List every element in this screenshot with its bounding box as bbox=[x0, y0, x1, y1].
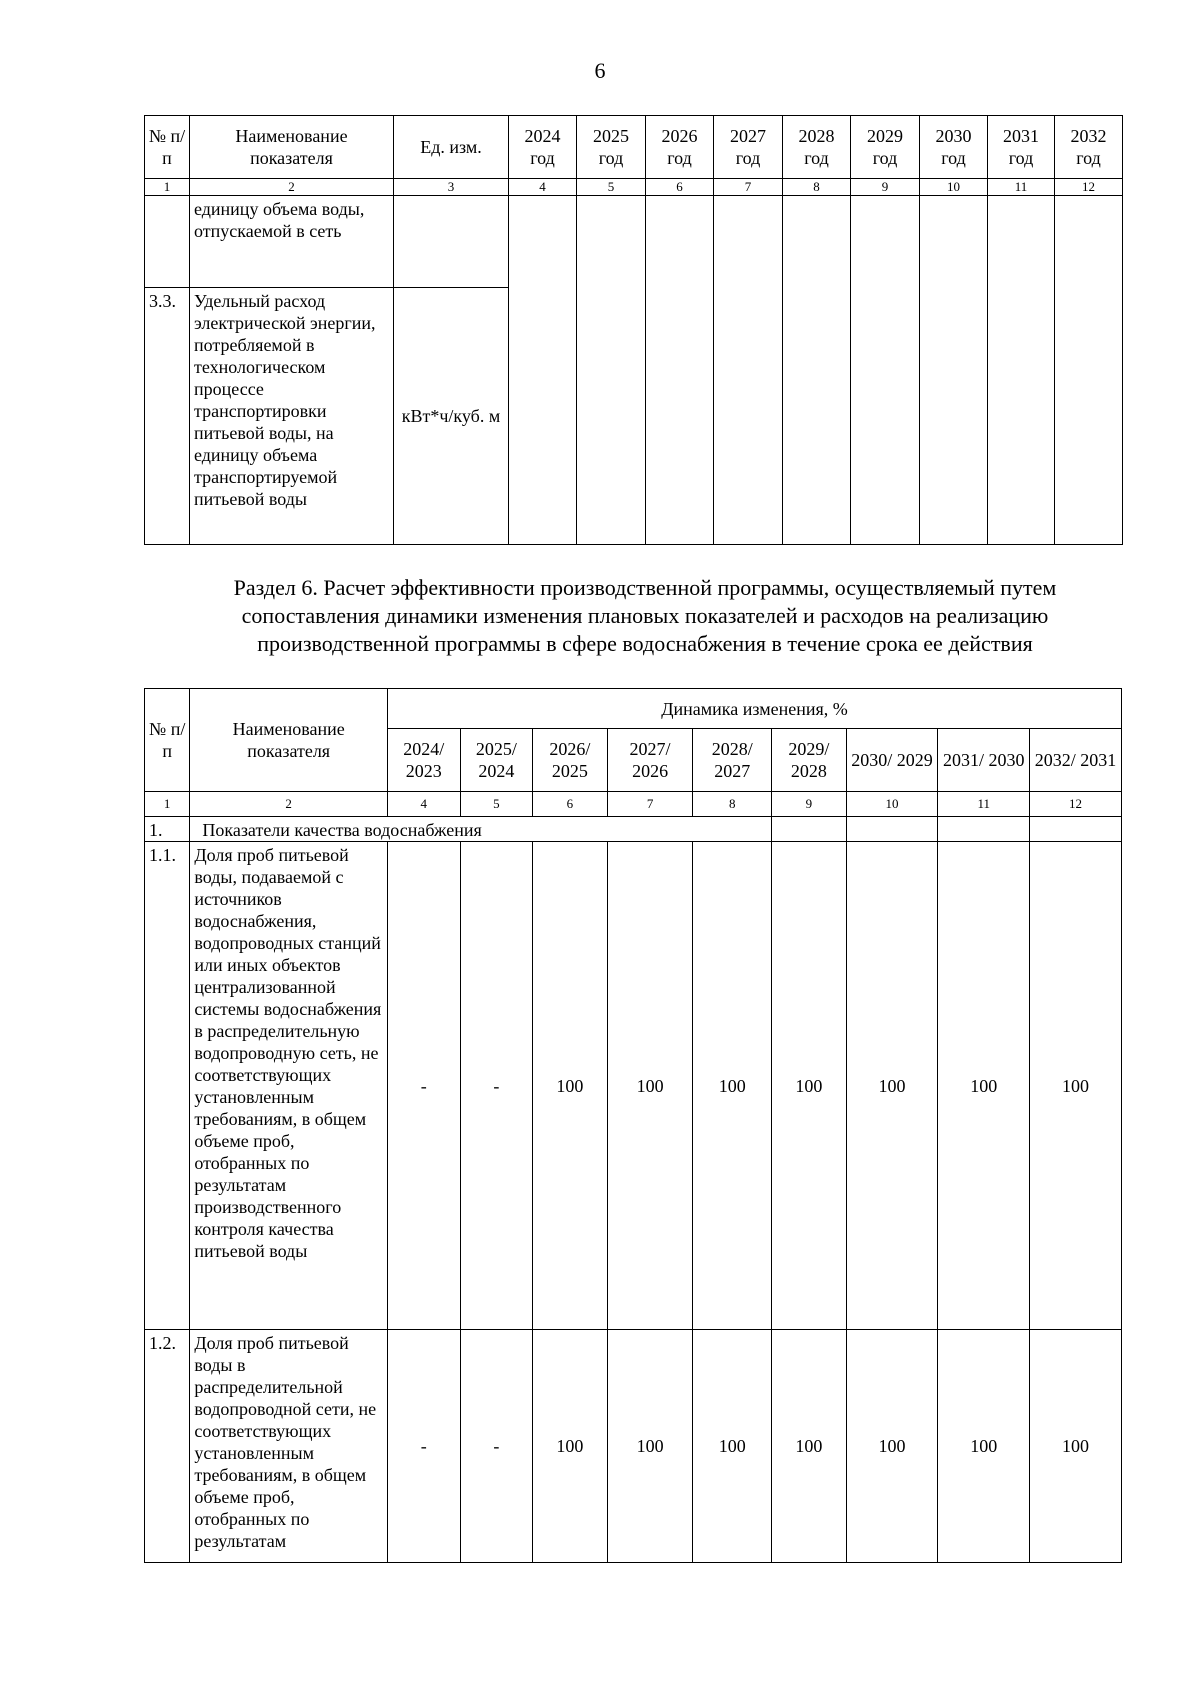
column-number: 9 bbox=[851, 179, 920, 196]
value-cell bbox=[646, 196, 714, 545]
value-cell: - bbox=[460, 842, 533, 1330]
value-cell: 100 bbox=[938, 1330, 1030, 1563]
column-number: 7 bbox=[607, 792, 693, 817]
value-cell: 100 bbox=[846, 1330, 938, 1563]
header-unit: Ед. изм. bbox=[394, 116, 509, 179]
value-cell: 100 bbox=[693, 842, 772, 1330]
header-num: № п/п bbox=[145, 116, 190, 179]
header-year: 2031 год bbox=[988, 116, 1055, 179]
row-unit: кВт*ч/куб. м bbox=[394, 288, 509, 545]
value-cell: 100 bbox=[1030, 842, 1122, 1330]
value-cell bbox=[846, 817, 938, 842]
group-row bbox=[145, 817, 1122, 842]
column-number: 10 bbox=[920, 179, 988, 196]
header-name: Наименование показателя bbox=[190, 116, 394, 179]
value-cell bbox=[783, 196, 851, 545]
column-number: 3 bbox=[394, 179, 509, 196]
column-number: 8 bbox=[693, 792, 772, 817]
value-cell: 100 bbox=[693, 1330, 772, 1563]
header-year: 2032 год bbox=[1055, 116, 1123, 179]
column-number: 11 bbox=[988, 179, 1055, 196]
row-num: 1.1. bbox=[145, 842, 190, 1330]
column-number: 6 bbox=[533, 792, 608, 817]
header-period: 2026/ 2025 bbox=[533, 729, 608, 792]
header-period: 2029/ 2028 bbox=[772, 729, 847, 792]
value-cell: 100 bbox=[607, 1330, 693, 1563]
row-name: Удельный расход электрической энергии, потребляемой в технологическом процессе транспортировки питьевой воды, на единицу объема транспортируемой питьевой воды bbox=[190, 288, 394, 545]
table-row bbox=[145, 196, 1123, 288]
header-year: 2024 год bbox=[509, 116, 577, 179]
group-num: 1. bbox=[145, 817, 190, 842]
value-cell: - bbox=[460, 1330, 533, 1563]
header-year: 2027 год bbox=[714, 116, 783, 179]
table-row bbox=[145, 1330, 1122, 1563]
column-number: 12 bbox=[1030, 792, 1122, 817]
value-cell: 100 bbox=[772, 1330, 847, 1563]
column-number: 9 bbox=[772, 792, 847, 817]
row-unit bbox=[394, 196, 509, 288]
value-cell bbox=[920, 196, 988, 545]
column-number: 2 bbox=[190, 792, 388, 817]
column-number: 1 bbox=[145, 792, 190, 817]
value-cell bbox=[851, 196, 920, 545]
group-name: Показатели качества водоснабжения bbox=[190, 817, 772, 842]
page-number: 6 bbox=[594, 58, 606, 83]
column-number: 10 bbox=[846, 792, 938, 817]
indicators-table bbox=[144, 115, 1123, 545]
value-cell: 100 bbox=[938, 842, 1030, 1330]
value-cell: 100 bbox=[533, 1330, 608, 1563]
value-cell: - bbox=[387, 1330, 460, 1563]
row-num: 3.3. bbox=[145, 288, 190, 545]
column-number: 4 bbox=[387, 792, 460, 817]
header-period: 2025/ 2024 bbox=[460, 729, 533, 792]
column-number: 4 bbox=[509, 179, 577, 196]
column-number: 2 bbox=[190, 179, 394, 196]
header-period: 2027/ 2026 bbox=[607, 729, 693, 792]
header-year: 2026 год bbox=[646, 116, 714, 179]
header-name: Наименование показателя bbox=[190, 689, 388, 792]
value-cell bbox=[714, 196, 783, 545]
value-cell bbox=[509, 196, 577, 545]
row-name: Доля проб питьевой воды в распределительной водопроводной сети, не соответствующих установленным требованиям, в общем объеме проб, отобранных по результатам bbox=[190, 1330, 388, 1563]
header-period: 2028/ 2027 bbox=[693, 729, 772, 792]
column-number: 11 bbox=[938, 792, 1030, 817]
value-cell: 100 bbox=[533, 842, 608, 1330]
header-period: 2032/ 2031 bbox=[1030, 729, 1122, 792]
header-num: № п/п bbox=[145, 689, 190, 792]
value-cell bbox=[988, 196, 1055, 545]
table-row bbox=[145, 842, 1122, 1330]
header-year: 2028 год bbox=[783, 116, 851, 179]
value-cell: 100 bbox=[772, 842, 847, 1330]
value-cell bbox=[938, 817, 1030, 842]
row-name: единицу объема воды, отпускаемой в сеть bbox=[190, 196, 394, 288]
table-header-row bbox=[145, 689, 1122, 729]
column-number: 6 bbox=[646, 179, 714, 196]
header-year: 2030 год bbox=[920, 116, 988, 179]
header-period: 2031/ 2030 bbox=[938, 729, 1030, 792]
row-num bbox=[145, 196, 190, 288]
value-cell: - bbox=[387, 842, 460, 1330]
value-cell: 100 bbox=[1030, 1330, 1122, 1563]
value-cell bbox=[577, 196, 646, 545]
row-num: 1.2. bbox=[145, 1330, 190, 1563]
value-cell: 100 bbox=[846, 842, 938, 1330]
column-number: 12 bbox=[1055, 179, 1123, 196]
value-cell bbox=[772, 817, 847, 842]
table-header-row bbox=[145, 116, 1123, 179]
column-numbers-row bbox=[145, 792, 1122, 817]
row-name: Доля проб питьевой воды, подаваемой с источников водоснабжения, водопроводных станций или иных объектов централизованной системы водоснабжения в распределительную водопроводную сеть, не соответствующих установленным требованиям, в общем объеме проб, отобранных по результатам производственного контроля качества питьевой воды bbox=[190, 842, 388, 1330]
header-period: 2030/ 2029 bbox=[846, 729, 938, 792]
column-number: 5 bbox=[577, 179, 646, 196]
column-number: 1 bbox=[145, 179, 190, 196]
header-year: 2029 год bbox=[851, 116, 920, 179]
column-numbers-row bbox=[145, 179, 1123, 196]
dynamics-table bbox=[144, 688, 1122, 1563]
section-title: Раздел 6. Расчет эффективности производственной программы, осуществляемый путем сопоставления динамики изменения плановых показателей и расходов на реализацию производственной программы в сфере водоснабжения в течение срока ее действия bbox=[233, 575, 1057, 656]
header-year: 2025 год bbox=[577, 116, 646, 179]
header-period: 2024/ 2023 bbox=[387, 729, 460, 792]
column-number: 8 bbox=[783, 179, 851, 196]
column-number: 5 bbox=[460, 792, 533, 817]
value-cell bbox=[1055, 196, 1123, 545]
column-number: 7 bbox=[714, 179, 783, 196]
value-cell: 100 bbox=[607, 842, 693, 1330]
value-cell bbox=[1030, 817, 1122, 842]
header-dynamics: Динамика изменения, % bbox=[387, 689, 1121, 729]
